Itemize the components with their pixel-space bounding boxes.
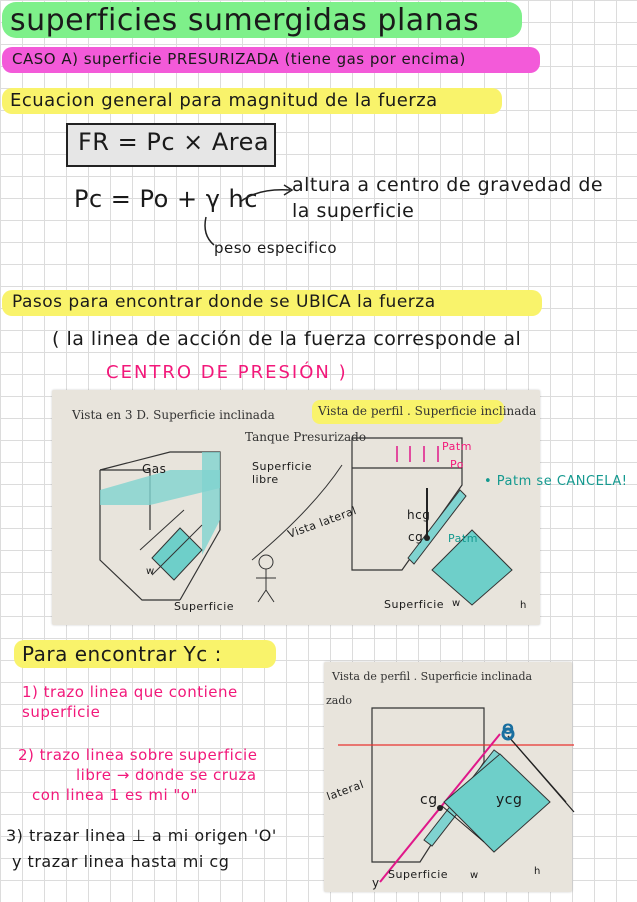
paso-2c: con linea 1 es mi "o": [32, 786, 198, 804]
fig1-po: Po: [450, 458, 464, 471]
fig1-hcg: hcg: [407, 508, 431, 522]
page-title: superficies sumergidas planas: [10, 3, 480, 38]
altura-note: altura a centro de gravedad de la superficie: [292, 174, 604, 222]
fig1-vista-3d: Vista en 3 D. Superficie inclinada: [72, 408, 275, 422]
formula-pc: Pc = Po + γ hc: [74, 185, 258, 213]
fig1-w: w: [146, 566, 155, 577]
fig2-vista-perfil: Vista de perfil . Superficie inclinada: [332, 670, 533, 683]
para-encontrar-yc: Para encontrar Yc :: [22, 642, 222, 666]
formula-fr: FR = Pc × Area: [78, 128, 270, 156]
fig1-w-2: w: [452, 598, 461, 609]
paso-2b: libre → donde se cruza: [76, 766, 257, 784]
fig1-patm-2: Patm: [448, 532, 478, 545]
fig2-lateral: lateral: [324, 777, 366, 804]
fig2-w: w: [470, 870, 479, 881]
fig1-h: h: [520, 600, 527, 611]
paso-1: 1) trazo linea que contiene superficie: [22, 683, 238, 721]
fig1-superficie: Superficie: [174, 600, 235, 613]
fig1-drawing: [52, 390, 540, 625]
fig2-ycg: ycg: [496, 792, 523, 808]
fig2-cg: cg: [420, 792, 438, 808]
paso-2a: 2) trazo linea sobre superficie: [18, 746, 258, 764]
fig2-superficie: Superficie: [388, 868, 449, 881]
fig2-y: y: [372, 876, 380, 890]
paso-3b: y trazar linea hasta mi cg: [12, 852, 230, 871]
fig2-o: O: [502, 722, 515, 738]
fig2-zado: zado: [326, 694, 353, 707]
fig1-vista-lateral: Vista lateral: [285, 504, 359, 541]
fig2-drawing: [324, 662, 624, 902]
linea-accion: ( la linea de acción de la fuerza corresponde al: [52, 328, 522, 350]
paso-3a: 3) trazar linea ⊥ a mi origen 'O': [6, 826, 277, 845]
fig1-vista-perfil: Vista de perfil . Superficie inclinada: [318, 404, 537, 418]
fig1-patm: Patm: [442, 440, 472, 453]
fig1-superficie-2: Superficie: [384, 598, 445, 611]
peso-note: peso especifico: [214, 239, 338, 257]
pasos-heading: Pasos para encontrar donde se UBICA la fuerza: [12, 292, 436, 312]
fig1-cg: cg: [408, 530, 424, 544]
patm-cancela: • Patm se CANCELA!: [484, 474, 628, 489]
caso-a-heading: CASO A) superficie PRESURIZADA (tiene gas por encima): [12, 50, 466, 68]
fig2-h: h: [534, 866, 541, 877]
arrow-altura: [238, 180, 298, 210]
fig1-superficie-libre: Superficie libre: [252, 460, 313, 486]
fig1-gas: Gas: [142, 462, 167, 476]
ecuacion-heading: Ecuacion general para magnitud de la fuerza: [10, 90, 438, 111]
fig1-tanque: Tanque Presurizado: [245, 430, 367, 444]
centro-presion: CENTRO DE PRESIÓN ): [106, 362, 348, 383]
